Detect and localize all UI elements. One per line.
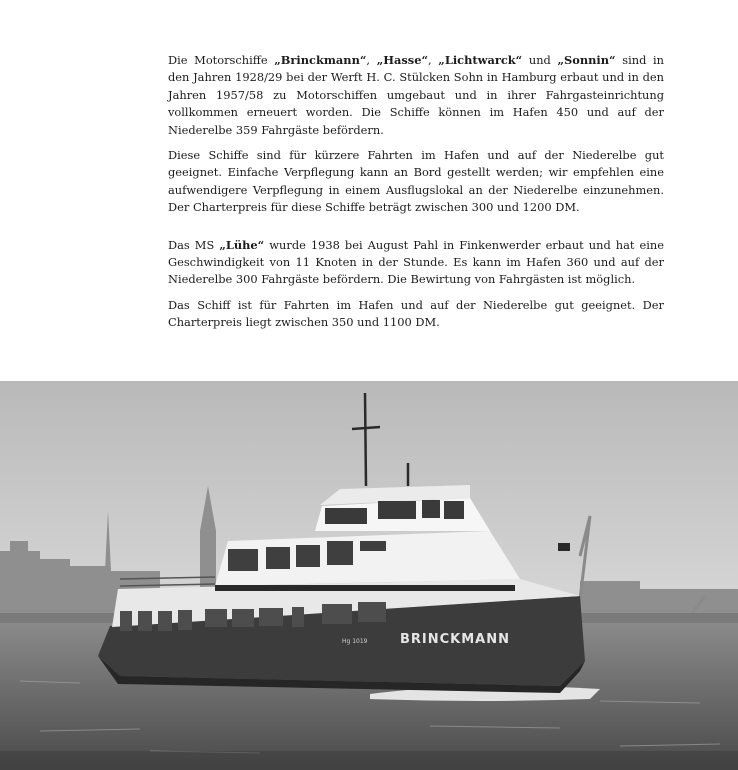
hull-registration: Hg 1019 <box>342 638 368 645</box>
paragraph-1 <box>168 52 664 139</box>
hull-name: BRINCKMANN <box>400 632 511 647</box>
flag <box>558 543 570 551</box>
paragraph-3 <box>168 237 664 289</box>
text-run: Diese Schiffe sind für kürzere Fahrten im Hafen und auf der Niederelbe gut geeignet. Einfache Verpflegung kann an Bord gestellt werden; wir empfehlen eine aufwendigere Verpflegung in einem Ausflugslokal an der Niederelbe einzunehmen. Der Charterpreis für diese Schiffe beträgt zwischen 300 und 1200 DM. <box>168 148 664 215</box>
text-run: Die Motorschiffe <box>168 53 275 67</box>
text-run: Das MS <box>168 237 220 252</box>
text-run: und <box>522 53 558 67</box>
text-run: Das Schiff ist für Fahrten im Hafen und auf der Niederelbe gut geeignet. Der Charterpreis liegt zwischen 350 und 1100 DM. <box>168 297 664 330</box>
ship-name: „Lichtwarck“ <box>438 53 523 67</box>
paragraph-4 <box>168 297 664 332</box>
body-text <box>168 52 664 340</box>
text-run: wurde 1938 bei August Pahl in Finkenwerder erbaut und hat eine Geschwindigkeit von 11 Knoten in der Stunde. Es kann im Hafen 360 und auf der Niederelbe 300 Fahrgäste befördern. Die Bewirtung von Fahrgästen ist möglich. <box>168 237 664 287</box>
text-run: sind in den Jahren 1928/29 bei der Werft H. C. Stülcken Sohn in Hamburg erbaut und in den Jahren 1957/58 zu Motorschiffen umgebaut und in ihrer Fahrgasteinrichtung vollkommen erneuert worden. Die Schiffe können im Hafen 450 und auf der Niederelbe 359 Fahrgäste befördern. <box>168 53 664 137</box>
text-run: , <box>366 53 377 67</box>
ship-name: „Brinckmann“ <box>274 53 367 67</box>
ship-photograph <box>0 381 738 770</box>
ship-name: „Sonnin“ <box>557 53 616 67</box>
text-run: , <box>428 53 439 67</box>
paragraph-2 <box>168 147 664 217</box>
ship-name: „Lühe“ <box>219 237 265 252</box>
ship-name: „Hasse“ <box>376 53 429 67</box>
